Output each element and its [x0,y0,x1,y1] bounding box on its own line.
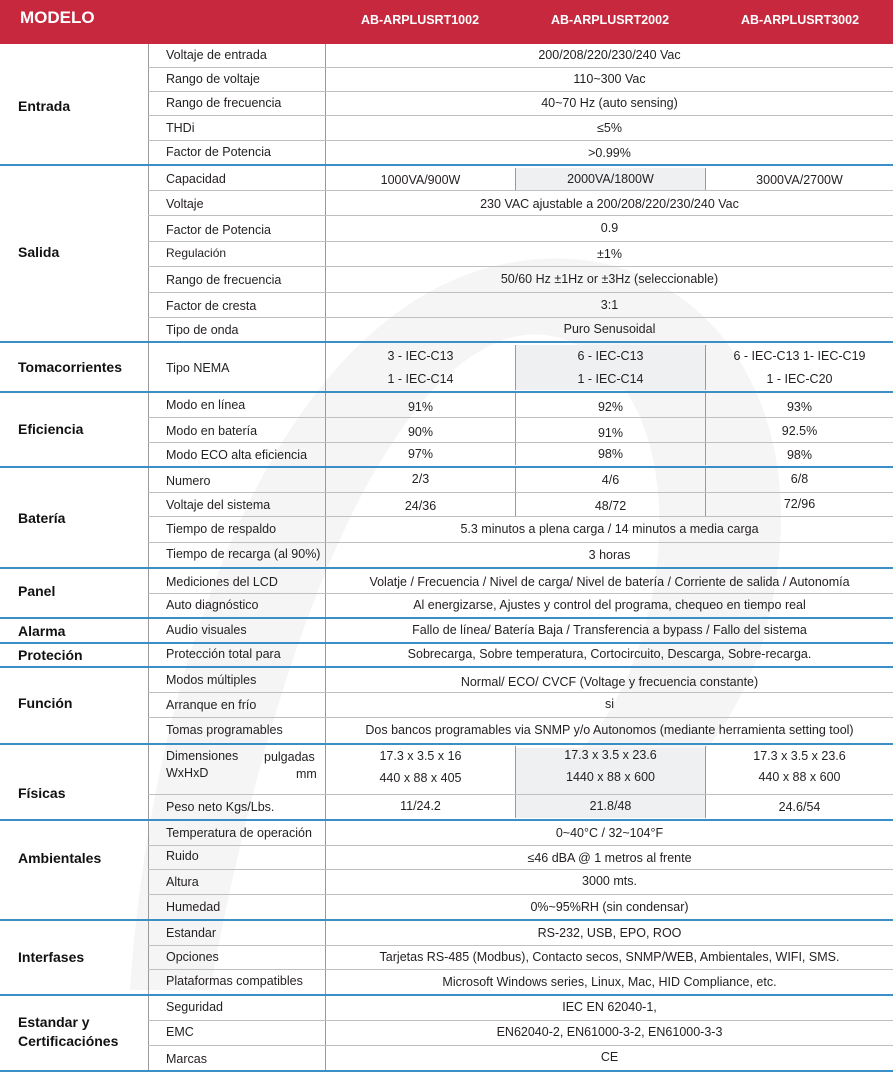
row-label: Auto diagnóstico [166,598,259,612]
row-line [148,266,893,267]
section-divider [0,617,893,619]
row-line [148,516,893,517]
row-label: Tipo de onda [166,323,239,337]
row-value: Microsoft Windows series, Linux, Mac, HID Compliance, etc. [442,975,777,989]
row-value: 3000 mts. [582,874,637,888]
row-value: 3000VA/2700W [756,173,843,187]
section-certificaciones-line1: Estandar y [18,1014,90,1030]
row-label: Modos múltiples [166,673,257,687]
row-label: Voltaje del sistema [166,498,271,512]
row-label: Ruido [166,849,199,863]
row-value: Normal/ ECO/ CVCF (Voltage y frecuencia constante) [460,675,759,689]
row-value: 97% [407,447,434,461]
row-value: 6 - IEC-C13 1- IEC-C19 [733,349,866,363]
row-label: Factor de Potencia [166,145,271,159]
row-value: 5.3 minutos a plena carga / 14 minutos a media carga [460,522,759,536]
row-line [148,91,893,92]
row-line [148,692,893,693]
row-line [148,1020,893,1021]
row-value: 230 VAC ajustable a 200/208/220/230/240 Vac [480,197,739,211]
row-label: Factor de cresta [166,299,257,313]
model-1-header: AB-ARPLUSRT1002 [360,13,480,27]
row-value: EN62040-2, EN61000-3-2, EN61000-3-3 [496,1025,723,1039]
row-line [148,869,893,870]
row-label: Tipo NEMA [166,361,230,375]
row-label: Plataformas compatibles [166,974,303,988]
row-value: CE [600,1050,619,1064]
row-label: Modo en línea [166,398,246,412]
row-value: 200/208/220/230/240 Vac [538,48,681,62]
row-label: Seguridad [166,1000,223,1014]
section-alarma: Alarma [18,623,66,639]
row-value: 92.5% [781,424,818,438]
row-value: si [604,697,615,711]
row-value: 2/3 [411,472,430,486]
row-line [148,492,893,493]
row-value: 24.6/54 [778,800,821,814]
row-value: 21.8/48 [589,799,632,813]
section-divider [0,164,893,166]
row-value: 2000VA/1800W [567,172,654,186]
row-label: Tiempo de recarga (al 90%) [166,547,321,561]
row-label: Mediciones del LCD [166,575,278,589]
row-value: Fallo de línea/ Batería Baja / Transferencia a bypass / Fallo del sistema [412,623,807,637]
row-label: Marcas [166,1052,207,1066]
row-label: Voltaje [166,197,204,211]
section-bateria: Batería [18,510,66,526]
row-value: Puro Senusoidal [563,322,656,336]
section-eficiencia: Eficiencia [18,421,84,437]
section-certificaciones-line2: Certificaciónes [18,1033,119,1049]
dim-label-mm: mm [296,767,317,781]
row-label: Estandar [166,926,217,940]
row-line [148,442,893,443]
row-label: Modo ECO alta eficiencia [166,448,308,462]
row-value: 91% [597,426,624,440]
header-title: MODELO [20,8,95,27]
row-value: ≤46 dBA @ 1 metros al frente [527,851,692,865]
row-value: 1 - IEC-C14 [387,372,454,386]
section-tomacorrientes: Tomacorrientes [18,359,122,375]
row-line [148,292,893,293]
row-value: 1000VA/900W [380,173,461,187]
row-line [148,717,893,718]
row-value: 110~300 Vac [573,72,646,86]
row-label: Tomas programables [166,723,283,737]
row-value: 98% [597,447,624,461]
row-label: Arranque en frío [166,698,257,712]
row-value: Tarjetas RS-485 (Modbus), Contacto secos, SNMP/WEB, Ambientales, WIFI, SMS. [379,950,840,964]
row-value: Volatje / Frecuencia / Nivel de carga/ Nivel de batería / Corriente de salida / Autonomía [369,575,850,589]
row-label: Regulación [166,246,227,260]
section-divider [0,919,893,921]
section-divider [0,341,893,343]
row-line [148,845,893,846]
row-line [148,317,893,318]
row-value: ≤5% [597,121,622,135]
row-value: 17.3 x 3.5 x 16 [379,749,462,763]
section-divider [0,994,893,996]
section-fisicas: Físicas [18,785,66,801]
row-line [148,542,893,543]
row-line [148,794,893,795]
section-divider [0,743,893,745]
row-value: 93% [786,400,813,414]
row-label: Rango de voltaje [166,72,260,86]
row-label: Rango de frecuencia [166,273,282,287]
row-label: Temperatura de operación [166,826,312,840]
row-line [148,593,893,594]
row-label: Protección total para [166,647,281,661]
row-label: Modo en batería [166,424,258,438]
section-protecion: Proteción [18,647,83,663]
section-divider [0,567,893,569]
row-value: Dos bancos programables via SNMP y/o Autonomos (mediante herramienta setting tool) [365,723,854,737]
row-label: Rango de frecuencia [166,96,282,110]
row-label: Numero [166,474,211,488]
dim-label-pulgadas: pulgadas [264,750,315,764]
row-label: Altura [166,875,199,889]
row-value: 98% [786,448,813,462]
row-value: 17.3 x 3.5 x 23.6 [564,748,657,762]
row-value: ±1% [597,247,622,261]
row-value: 4/6 [601,473,620,487]
row-value: 40~70 Hz (auto sensing) [541,96,678,110]
section-divider [0,819,893,821]
section-panel: Panel [18,583,56,599]
row-value: 24/36 [404,499,437,513]
row-value: 440 x 88 x 600 [758,770,841,784]
row-line [148,894,893,895]
row-value: 90% [407,425,434,439]
section-divider [0,642,893,644]
row-value: 440 x 88 x 405 [379,771,462,785]
model-3-header: AB-ARPLUSRT3002 [740,13,860,27]
row-line [148,969,893,970]
row-label: Capacidad [166,172,226,186]
row-value: 0%~95%RH (sin condensar) [530,900,689,914]
row-value: 92% [597,400,624,414]
row-value: 11/24.2 [400,799,441,813]
grid-line [148,44,149,1072]
row-value: Sobrecarga, Sobre temperatura, Cortocircuito, Descarga, Sobre-recarga. [407,647,812,661]
row-label: Peso neto Kgs/Lbs. [166,800,275,814]
row-value: Al energizarse, Ajustes y control del programa, chequeo en tiempo real [413,598,806,612]
row-value: 3 horas [588,548,631,562]
row-value: 6/8 [790,472,809,486]
row-line [148,140,893,141]
row-value: 17.3 x 3.5 x 23.6 [753,749,846,763]
row-label: EMC [166,1025,194,1039]
row-value: 3:1 [600,298,619,312]
row-value: 1 - IEC-C20 [766,372,833,386]
section-salida: Salida [18,244,60,260]
row-label: Voltaje de entrada [166,48,267,62]
model-2-header: AB-ARPLUSRT2002 [550,13,670,27]
row-value: 6 - IEC-C13 [577,349,644,363]
row-value: 1 - IEC-C14 [577,372,644,386]
row-value: 50/60 Hz ±1Hz or ±3Hz (seleccionable) [500,272,719,286]
row-value: IEC EN 62040-1, [562,1000,657,1014]
row-label: Audio visuales [166,623,247,637]
row-line [148,945,893,946]
section-ambientales: Ambientales [18,850,102,866]
row-value: 48/72 [594,499,627,513]
section-divider [0,466,893,468]
row-label: Tiempo de respaldo [166,522,277,536]
row-line [148,241,893,242]
row-label: THDi [166,121,195,135]
dim-label-dimensiones: Dimensiones [166,749,239,763]
row-value: RS-232, USB, EPO, ROO [537,926,682,940]
row-value: 1440 x 88 x 600 [566,770,655,784]
row-label: Opciones [166,950,219,964]
row-value: 91% [407,400,434,414]
dim-label-wxhxd: WxHxD [166,766,209,780]
row-value: 0~40°C / 32~104°F [555,826,664,840]
row-line [148,67,893,68]
row-label: Humedad [166,900,221,914]
section-entrada: Entrada [18,98,71,114]
row-value: 72/96 [783,497,816,511]
row-line [148,1045,893,1046]
row-value: >0.99% [588,146,631,160]
section-divider [0,666,893,668]
section-interfases: Interfases [18,949,85,965]
row-line [148,190,893,191]
section-funcion: Función [18,695,73,711]
row-line [148,115,893,116]
header-bar [0,0,893,44]
row-label: Factor de Potencia [166,223,271,237]
row-value: 0.9 [600,221,619,235]
row-line [148,417,893,418]
section-divider [0,391,893,393]
row-value: 3 - IEC-C13 [387,349,454,363]
section-divider [0,1070,893,1072]
row-line [148,215,893,216]
